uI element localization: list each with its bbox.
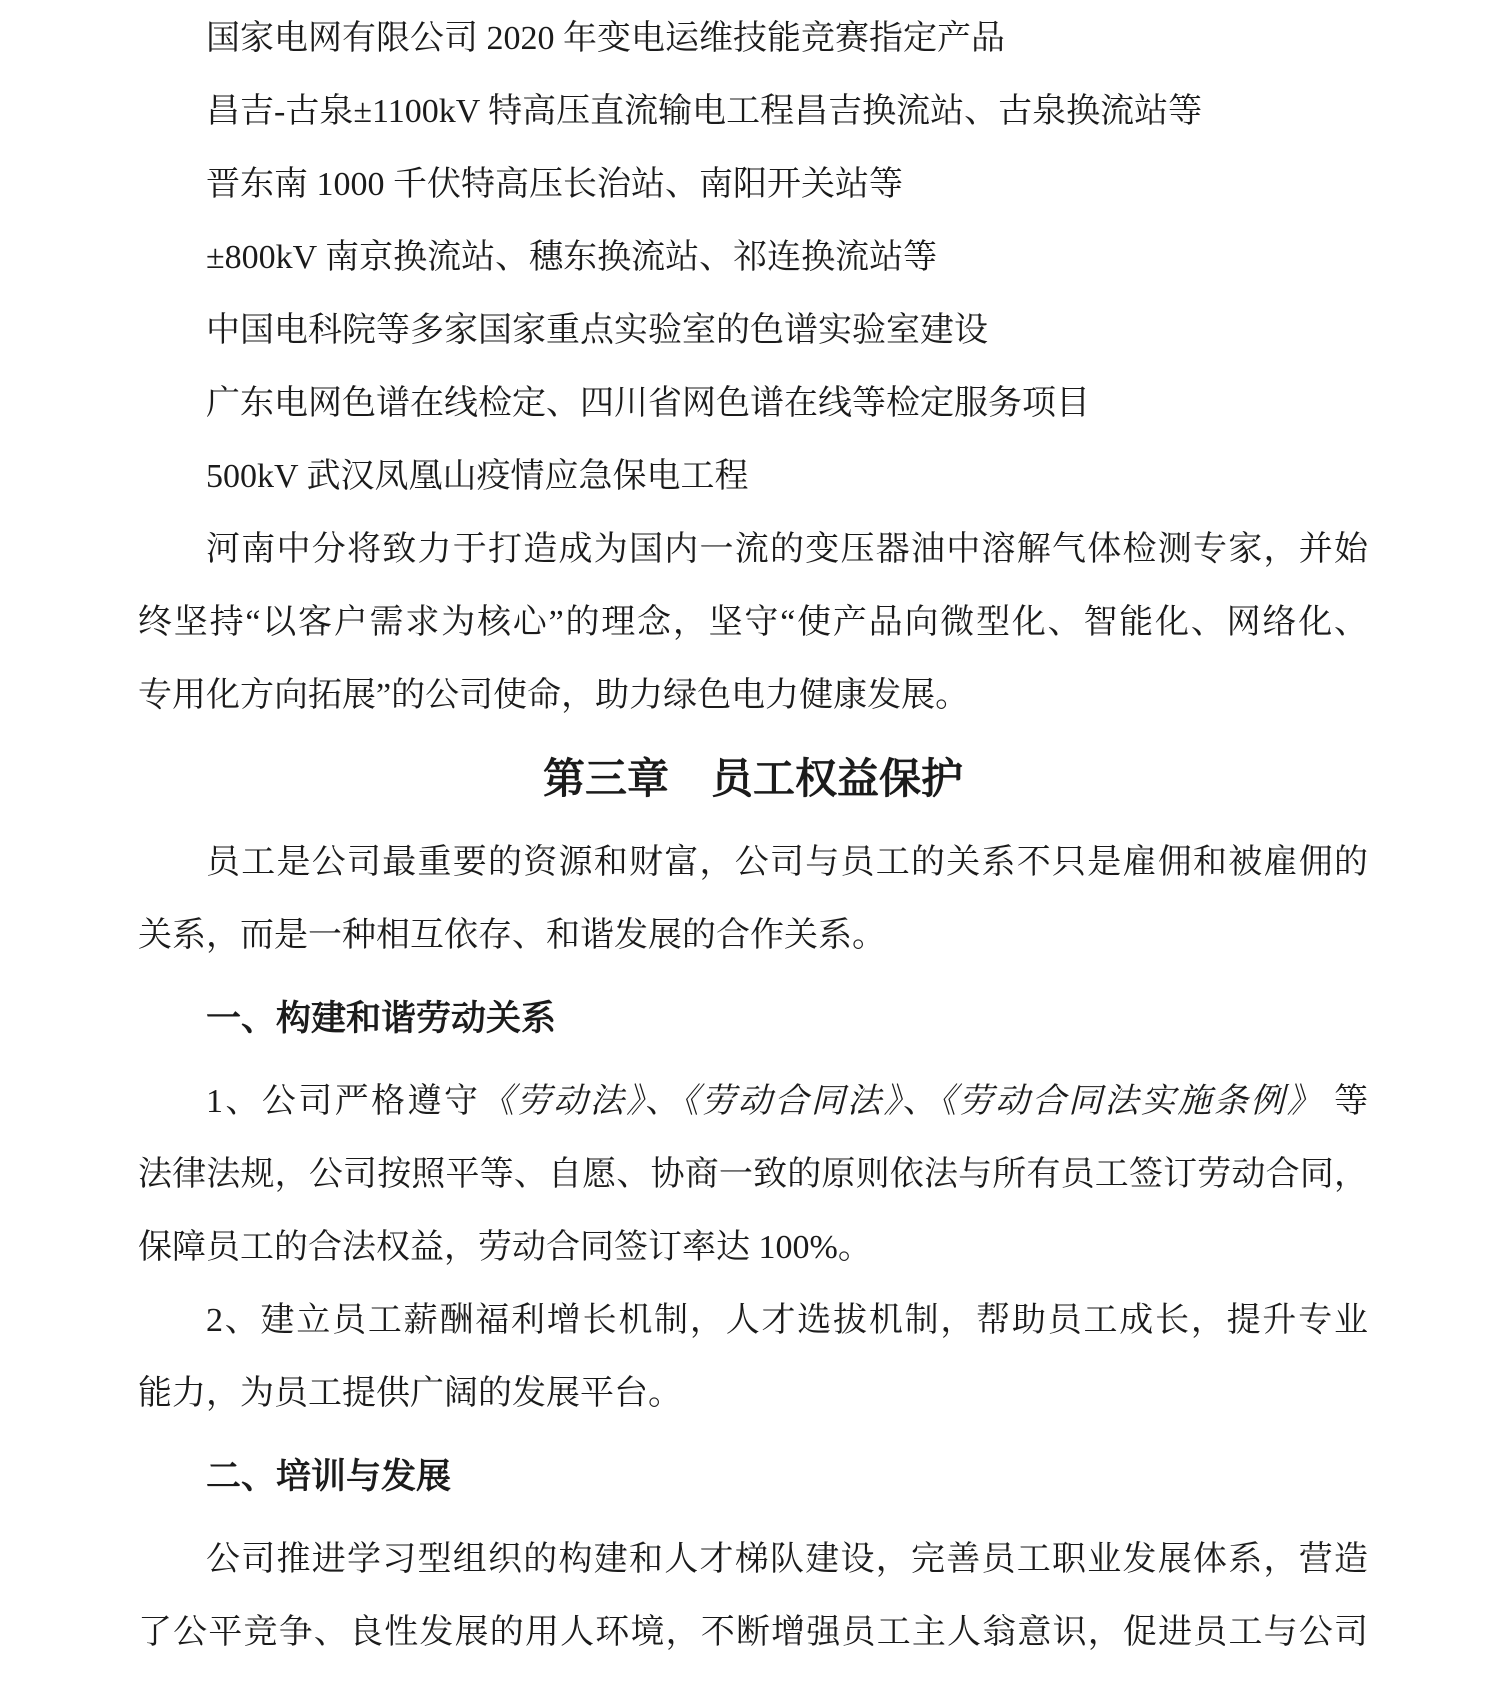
mission-line-2: 终坚持“以客户需求为核心”的理念，坚守“使产品向微型化、智能化、网络化、 <box>138 604 1368 641</box>
reference-project-7: 500kV 武汉凤凰山疫情应急保电工程 <box>206 458 749 495</box>
reference-project-2: 昌吉-古泉±1100kV 特高压直流输电工程昌吉换流站、古泉换流站等 <box>206 93 1203 130</box>
reference-project-5: 中国电科院等多家国家重点实验室的色谱实验室建设 <box>206 312 988 349</box>
section-1-heading: 一、构建和谐劳动关系 <box>206 999 557 1038</box>
cite-labor-contract-law: 《劳动合同法》 <box>682 1083 903 1120</box>
labor-law-tail-text: 等 <box>1323 1083 1369 1120</box>
training-line-1: 公司推进学习型组织的构建和人才梯队建设，完善员工职业发展体系，营造 <box>206 1541 1368 1578</box>
training-line-2: 了公平竞争、良性发展的用人环境，不断增强员工主人翁意识，促进员工与公司 <box>138 1614 1368 1651</box>
cite-labor-law: 《劳动法》 <box>480 1083 646 1120</box>
labor-law-lead-text: 1、公司严格遵守 <box>206 1083 481 1120</box>
labor-law-line-3: 保障员工的合法权益，劳动合同签订率达 100%。 <box>138 1229 872 1266</box>
cite-separator-2: 、 <box>903 1083 940 1120</box>
chapter-heading: 第三章 员工权益保护 <box>542 755 963 802</box>
reference-project-4: ±800kV 南京换流站、穗东换流站、祁连换流站等 <box>206 239 938 276</box>
mission-line-1: 河南中分将致力于打造成为国内一流的变压器油中溶解气体检测专家，并始 <box>206 531 1368 568</box>
cite-implementation-regulations: 《劳动合同法实施条例》 <box>939 1083 1324 1120</box>
intro-line-2: 关系，而是一种相互依存、和谐发展的合作关系。 <box>138 917 886 954</box>
reference-project-3: 晋东南 1000 千伏特高压长治站、南阳开关站等 <box>206 166 903 203</box>
section-2-heading: 二、培训与发展 <box>206 1457 452 1496</box>
reference-project-1: 国家电网有限公司 2020 年变电运维技能竞赛指定产品 <box>206 20 1005 57</box>
reference-project-6: 广东电网色谱在线检定、四川省网色谱在线等检定服务项目 <box>206 385 1090 422</box>
mission-line-3: 专用化方向拓展”的公司使命，助力绿色电力健康发展。 <box>138 677 970 714</box>
welfare-line-1: 2、建立员工薪酬福利增长机制，人才选拔机制，帮助员工成长，提升专业 <box>206 1302 1368 1339</box>
labor-law-line-2: 法律法规，公司按照平等、自愿、协商一致的原则依法与所有员工签订劳动合同， <box>138 1156 1368 1193</box>
welfare-line-2: 能力，为员工提供广阔的发展平台。 <box>138 1375 682 1412</box>
cite-separator-1: 、 <box>645 1083 682 1120</box>
intro-line-1: 员工是公司最重要的资源和财富，公司与员工的关系不只是雇佣和被雇佣的 <box>206 844 1368 881</box>
labor-law-line-1 <box>138 1065 1368 1138</box>
